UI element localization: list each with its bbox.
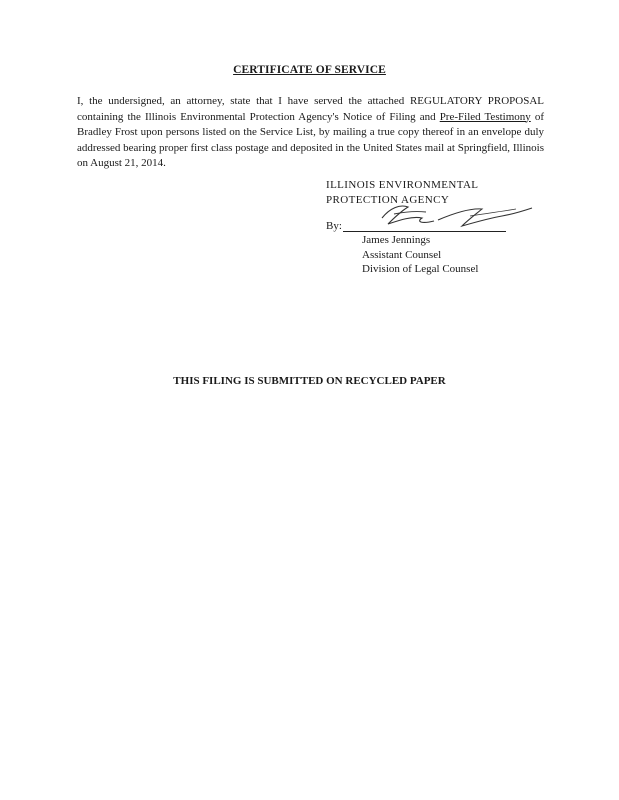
handwritten-signature [330, 196, 540, 236]
body-text-underlined: Pre-Filed Testimony [439, 110, 531, 123]
recycled-paper-notice: THIS FILING IS SUBMITTED ON RECYCLED PAPER [173, 375, 446, 387]
body-text-part2: of Bradley Frost upon persons listed on the Service List, by mailing a true copy thereof in an envelope duly addressed bearing proper first class postage and deposited in the United States mail at Springfield, Illinois on August 21, 2014. [77, 110, 544, 169]
certificate-title: CERTIFICATE OF SERVICE [233, 64, 386, 76]
signer-division: Division of Legal Counsel [362, 263, 479, 275]
by-label: By: [326, 220, 342, 232]
agency-line-2: PROTECTION AGENCY [326, 193, 450, 206]
body-text-part1: I, the undersigned, an attorney, state that I have served the attached REGULATORY PROPOSAL containing the Illinois Environmental Protection Agency's Notice of Filing and [77, 95, 544, 123]
signer-title: Assistant Counsel [362, 248, 442, 261]
signer-block [362, 233, 478, 277]
signer-name: James Jennings [362, 234, 431, 246]
certificate-body [77, 94, 544, 172]
agency-line-1: ILLINOIS ENVIRONMENTAL [326, 179, 479, 191]
